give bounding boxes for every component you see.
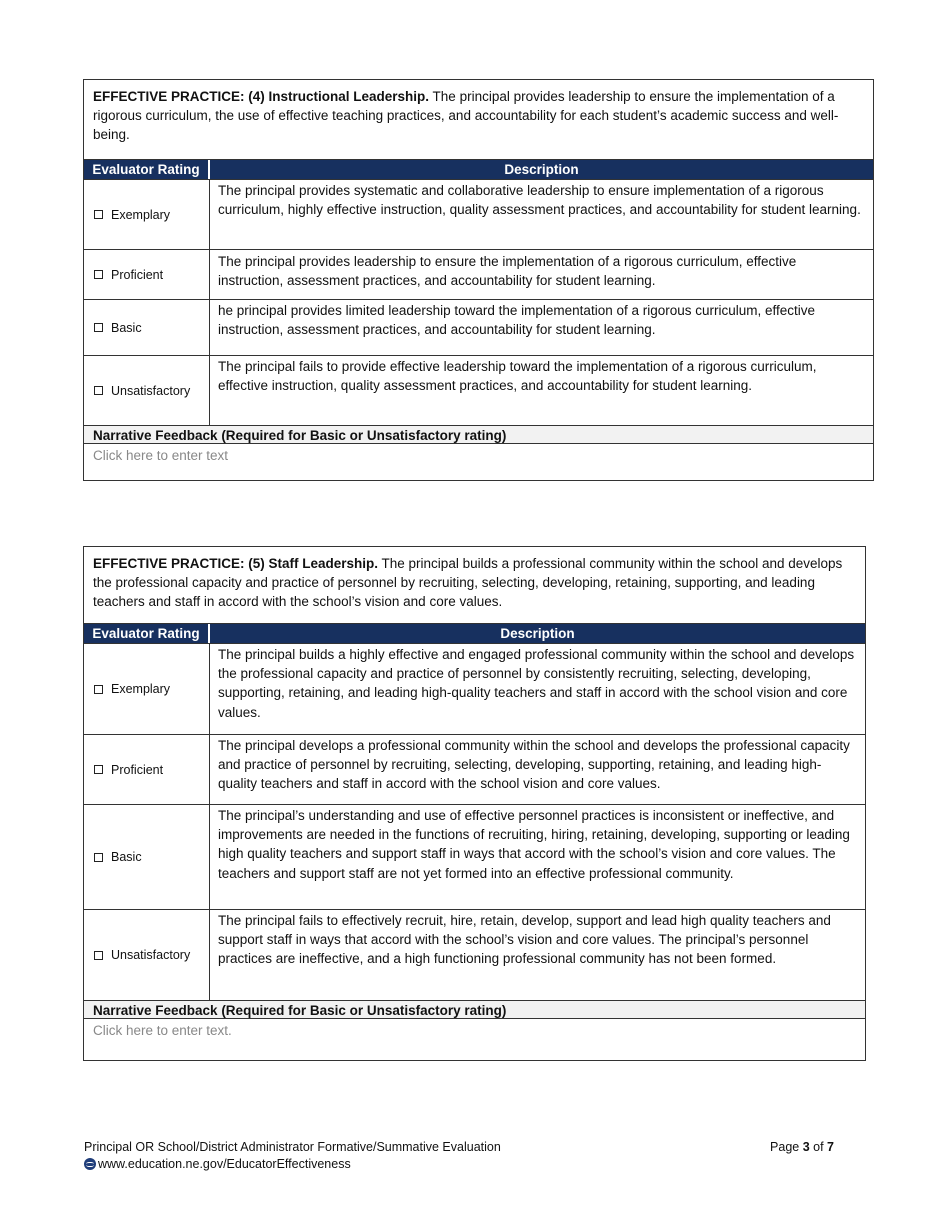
rating-label: Unsatisfactory <box>111 948 191 962</box>
page-footer <box>84 1139 834 1173</box>
checkbox[interactable] <box>94 210 103 219</box>
rating-description: The principal provides leadership to ensure the implementation of a rigorous curriculum, effective instruction, assessment practices, and accountability for student learning. <box>218 254 797 289</box>
practice-title: EFFECTIVE PRACTICE: (4) Instructional Leadership. <box>93 89 430 104</box>
narrative-feedback-input[interactable]: Click here to enter text. <box>93 1023 232 1038</box>
website-link[interactable]: www.education.ne.gov/EducatorEffectiveness <box>98 1157 351 1171</box>
practice-description: The principal builds a professional community within the school and develops the professional capacity and practice of personnel by recruiting, selecting, developing, retaining, supporting, and leading teachers and staff in accord with the school’s vision and core values. <box>93 556 843 609</box>
staff-leadership-section <box>83 546 866 1061</box>
proficient-option[interactable] <box>84 250 210 299</box>
narrative-feedback-label: Narrative Feedback (Required for Basic or Unsatisfactory rating) <box>84 1000 865 1019</box>
basic-option[interactable] <box>84 300 210 355</box>
rating-row-basic <box>84 299 873 355</box>
footer-left <box>84 1139 501 1173</box>
rating-label: Exemplary <box>111 207 171 222</box>
description-column-header: Description <box>504 162 579 177</box>
rating-description: The principal provides systematic and collaborative leadership to ensure implementation of a rigorous curriculum, highly effective instruction, quality assessment practices, and accountability for student learning. <box>218 183 861 218</box>
exemplary-option[interactable] <box>84 644 210 734</box>
rating-label: Proficient <box>111 762 164 777</box>
rating-column-header: Evaluator Rating <box>84 160 210 179</box>
document-title: Principal OR School/District Administrator Formative/Summative Evaluation <box>84 1140 501 1154</box>
checkbox[interactable] <box>94 685 103 694</box>
rating-description: he principal provides limited leadership toward the implementation of a rigorous curriculum, effective instruction, assessment practices, and accountability for student learning. <box>218 303 816 338</box>
checkbox[interactable] <box>94 270 103 279</box>
rating-description: The principal fails to effectively recruit, hire, retain, develop, support and lead high quality teachers and support staff in ways that accord with the school’s vision and core values. The principal’s personnel practices are ineffective, and a high functioning professional community has not been formed. <box>218 913 831 967</box>
rating-description: The principal builds a highly effective and engaged professional community within the school and develops the professional capacity and practice of personnel by consistently recruiting, selecting, developing, supporting, retaining, and leading high-quality teachers and staff in accord with the school vision and core values. <box>218 647 855 720</box>
rating-label: Exemplary <box>111 682 171 696</box>
rating-label: Basic <box>111 320 142 335</box>
checkbox[interactable] <box>94 323 103 332</box>
table-header <box>84 623 865 643</box>
page-number <box>770 1139 834 1156</box>
practice-title: EFFECTIVE PRACTICE: (5) Staff Leadership. <box>93 556 379 571</box>
page-of: of <box>809 1140 828 1154</box>
description-column-header: Description <box>500 626 575 641</box>
website-line <box>84 1156 501 1173</box>
rating-row-exemplary <box>84 643 865 734</box>
page-current: 3 <box>802 1140 810 1154</box>
narrative-feedback-label: Narrative Feedback (Required for Basic or Unsatisfactory rating) <box>84 425 873 444</box>
rating-column-header: Evaluator Rating <box>84 624 210 643</box>
rating-label: Unsatisfactory <box>111 383 191 398</box>
rating-row-unsatisfactory <box>84 909 865 1000</box>
globe-icon <box>84 1158 96 1170</box>
practice-description: The principal provides leadership to ensure the implementation of a rigorous curriculum, the use of effective teaching practices, and accountability for each student’s academic success and well-being. <box>93 89 839 142</box>
unsatisfactory-option[interactable] <box>84 356 210 425</box>
rating-row-basic <box>84 804 865 909</box>
checkbox[interactable] <box>94 853 103 862</box>
instructional-leadership-section <box>83 79 874 481</box>
basic-option[interactable] <box>84 805 210 909</box>
rating-row-proficient <box>84 734 865 804</box>
proficient-option[interactable] <box>84 735 210 804</box>
rating-row-unsatisfactory <box>84 355 873 425</box>
page-total: 7 <box>827 1140 834 1154</box>
unsatisfactory-option[interactable] <box>84 910 210 1000</box>
rating-label: Basic <box>111 850 142 864</box>
table-header <box>84 159 873 179</box>
exemplary-option[interactable] <box>84 180 210 249</box>
checkbox[interactable] <box>94 951 103 960</box>
rating-description: The principal fails to provide effective leadership toward the implementation of a rigorous curriculum, effective instruction, quality assessment practices, and accountability for student learning. <box>218 359 817 394</box>
narrative-feedback-input[interactable]: Click here to enter text <box>93 448 229 463</box>
practice-intro <box>84 547 865 623</box>
rating-row-exemplary <box>84 179 873 249</box>
practice-intro <box>84 80 873 159</box>
rating-label: Proficient <box>111 267 164 282</box>
page-word: Page <box>770 1140 803 1154</box>
rating-row-proficient <box>84 249 873 299</box>
checkbox[interactable] <box>94 386 103 395</box>
rating-description: The principal’s understanding and use of effective personnel practices is inconsistent or ineffective, and improvements are needed in the functions of recruiting, hiring, retaining, developing, supporting or leading high quality teachers and support staff in ways that accord with the school’s vision and core values. The teachers and support staff are not yet formed into an effective professional community. <box>218 808 850 881</box>
checkbox[interactable] <box>94 765 103 774</box>
rating-description: The principal develops a professional community within the school and develops the professional capacity and practice of personnel by recruiting, selecting, developing, supporting, retaining, and leading high-quality teachers and staff in accord with the school vision and core values. <box>218 738 850 792</box>
